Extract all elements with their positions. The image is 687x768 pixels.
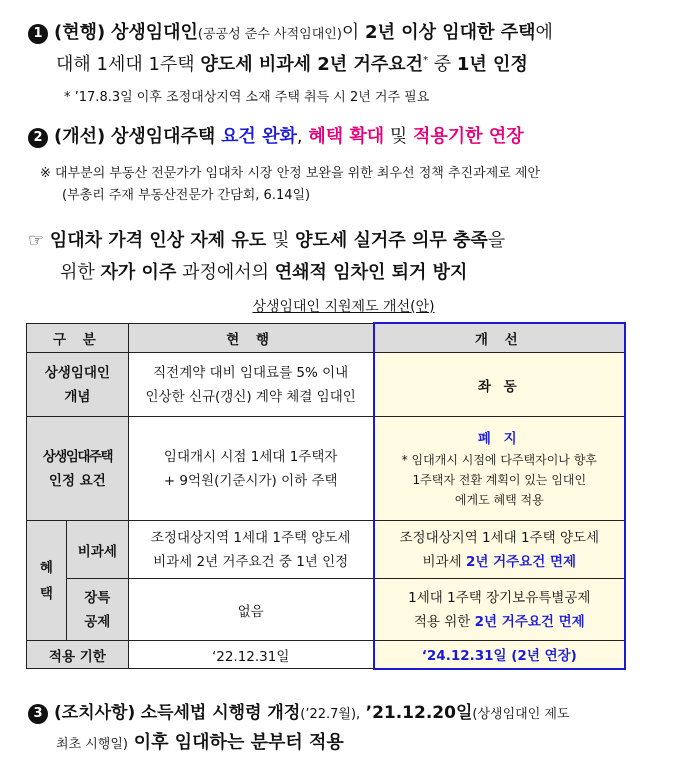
s1-tag: (현행) bbox=[54, 22, 106, 43]
s2-comma: , bbox=[296, 126, 303, 147]
s2-and: 및 bbox=[389, 126, 408, 147]
r5-improvement: ‘24.12.31일 (2년 연장) bbox=[374, 641, 625, 669]
r2-new-note-3: 에게도 혜택 적용 bbox=[454, 492, 544, 507]
s2-title: 상생임대주택 bbox=[110, 126, 216, 147]
r1-cur-line-1: 직전계약 대비 임대료를 5% 이내 bbox=[153, 364, 349, 381]
section-3-line-2 bbox=[60, 258, 467, 284]
s3-l2a: 위한 bbox=[60, 262, 95, 283]
s2-note2: (부총리 주재 부동산전문가 간담회, 6.14일) bbox=[62, 188, 311, 203]
table-row bbox=[27, 579, 626, 641]
r1-cat-line-1: 상생임대인 bbox=[44, 364, 110, 381]
s1-l2b: 중 bbox=[433, 54, 452, 75]
s3-b3: 자가 이주 bbox=[100, 262, 177, 283]
s2-r1: 혜택 확대 bbox=[308, 126, 385, 147]
table-caption-text: 상생임대인 지원제도 개선(안) bbox=[252, 299, 435, 315]
number-3-bullet: 3 bbox=[28, 704, 48, 724]
r4-new-line-2 bbox=[375, 610, 624, 634]
section-1-line-2 bbox=[56, 50, 528, 76]
s1-l2a: 대해 1세대 1주택 bbox=[56, 54, 195, 75]
header-category: 구 분 bbox=[27, 323, 129, 353]
comparison-table bbox=[26, 322, 626, 670]
r2-new-note-1: * 임대개시 시점에 다주택자이나 향후 bbox=[401, 452, 597, 467]
s3-b2: 양도세 실거주 의무 충족 bbox=[295, 230, 488, 251]
r2-cur-line-1: 임대개시 시점 1세대 1주택자 bbox=[163, 448, 338, 465]
r1-improvement: 좌 동 bbox=[374, 353, 625, 417]
s1-star: * bbox=[423, 55, 429, 66]
table-caption bbox=[0, 296, 687, 316]
table-row bbox=[27, 641, 626, 669]
r4-new2b: 2년 거주요건 면제 bbox=[474, 613, 585, 630]
s1-bold1: 2년 이상 임대한 주택 bbox=[365, 22, 536, 43]
section-1-line-1 bbox=[28, 18, 553, 44]
section-4-line-2 bbox=[56, 728, 344, 754]
r2-new-note-2: 1주택자 전환 계획이 있는 임대인 bbox=[412, 472, 587, 487]
s4-p1: (’22.7월), bbox=[300, 707, 361, 722]
s3-l2b: 과정에서의 bbox=[182, 262, 270, 283]
r2-cat-line-1: 상생임대주택 bbox=[42, 448, 112, 465]
r3-cur-line-1: 조정대상지역 1세대 1주택 양도세 bbox=[150, 529, 351, 546]
s4-b1: 소득세법 시행령 개정 bbox=[140, 703, 301, 723]
header-improvement: 개 선 bbox=[374, 323, 625, 353]
r5-current: ‘22.12.31일 bbox=[128, 641, 373, 669]
s3-b4: 연쇄적 임차인 퇴거 방지 bbox=[274, 262, 468, 283]
s4-l2a: 최초 시행일) bbox=[56, 737, 128, 752]
r4-new-line-1: 1세대 1주택 장기보유특별공제 bbox=[408, 589, 591, 606]
s4-b2: ’21.12.20일 bbox=[365, 703, 473, 723]
s4-tag: (조치사항) bbox=[54, 703, 136, 723]
number-2-bullet: 2 bbox=[28, 128, 48, 148]
s3-end: 을 bbox=[487, 230, 506, 251]
r2-current bbox=[128, 417, 373, 521]
table-row bbox=[27, 521, 626, 579]
benefit-line-2: 택 bbox=[39, 585, 53, 602]
s2-b1: 요건 완화 bbox=[221, 126, 297, 147]
r4-sub-line-1: 장특 bbox=[84, 589, 111, 606]
r2-new-title: 폐 지 bbox=[477, 430, 521, 447]
s1-note: * ’17.8.3일 이후 조정대상지역 소재 주택 취득 시 2년 거주 필요 bbox=[64, 90, 430, 105]
s3-b1: 임대차 가격 인상 자제 유도 bbox=[49, 230, 267, 251]
s1-end: 에 bbox=[535, 22, 553, 43]
table-row bbox=[27, 417, 626, 521]
r3-new2a: 비과세 bbox=[422, 553, 462, 570]
section-2-line bbox=[28, 122, 524, 148]
r4-current: 없음 bbox=[128, 579, 373, 641]
r3-cur-line-2: 비과세 2년 거주요건 중 1년 인정 bbox=[153, 553, 349, 570]
pointing-hand-icon: ☞ bbox=[28, 230, 45, 251]
r4-improvement bbox=[374, 579, 625, 641]
r1-current bbox=[128, 353, 373, 417]
r3-new2b: 2년 거주요건 면제 bbox=[465, 553, 577, 570]
s2-note1: ※ 대부분의 부동산 전문가가 임대차 시장 안정 보완을 위한 최우선 정책 추진과제로 제안 bbox=[40, 166, 541, 181]
table-row bbox=[27, 353, 626, 417]
r4-sub bbox=[66, 579, 128, 641]
section-4-line-1 bbox=[28, 698, 570, 724]
number-1-bullet: 1 bbox=[28, 24, 48, 44]
s1-mid: 이 bbox=[341, 22, 360, 43]
s1-paren: (공공성 준수 사적임대인) bbox=[197, 27, 342, 42]
s3-and: 및 bbox=[271, 230, 290, 251]
s1-title: 상생임대인 bbox=[110, 22, 198, 43]
s4-b3: 이후 임대하는 분부터 적용 bbox=[133, 732, 344, 753]
r1-cur-line-2: 인상한 신규(갱신) 계약 체결 임대인 bbox=[145, 388, 356, 405]
s4-p2: (상생임대인 제도 bbox=[472, 707, 570, 722]
r4-sub-line-2: 공제 bbox=[84, 613, 111, 630]
s2-r2: 적용기한 연장 bbox=[413, 126, 524, 147]
s1-bold2: 양도세 비과세 2년 거주요건 bbox=[200, 54, 424, 75]
r1-category bbox=[27, 353, 129, 417]
r3-current bbox=[128, 521, 373, 579]
benefit-line-1: 혜 bbox=[39, 559, 53, 576]
section-3-line-1 bbox=[28, 226, 505, 252]
r3-improvement bbox=[374, 521, 625, 579]
benefit-category bbox=[27, 521, 67, 641]
r2-cur-line-2: + 9억원(기준시가) 이하 주택 bbox=[163, 472, 338, 489]
r2-cat-line-2: 인정 요건 bbox=[48, 472, 106, 489]
r3-new-line-1: 조정대상지역 1세대 1주택 양도세 bbox=[399, 529, 600, 546]
header-current: 현 행 bbox=[128, 323, 373, 353]
r2-improvement bbox=[374, 417, 625, 521]
r3-new-line-2 bbox=[375, 550, 624, 574]
s2-tag: (개선) bbox=[54, 126, 106, 147]
r4-new2a: 적용 위한 bbox=[413, 613, 471, 630]
r5-category: 적용 기한 bbox=[27, 641, 129, 669]
r1-cat-line-2: 개념 bbox=[64, 388, 91, 405]
r2-category bbox=[27, 417, 129, 521]
s1-bold3: 1년 인정 bbox=[456, 54, 528, 75]
table-header-row bbox=[27, 323, 626, 353]
r3-sub: 비과세 bbox=[66, 521, 128, 579]
